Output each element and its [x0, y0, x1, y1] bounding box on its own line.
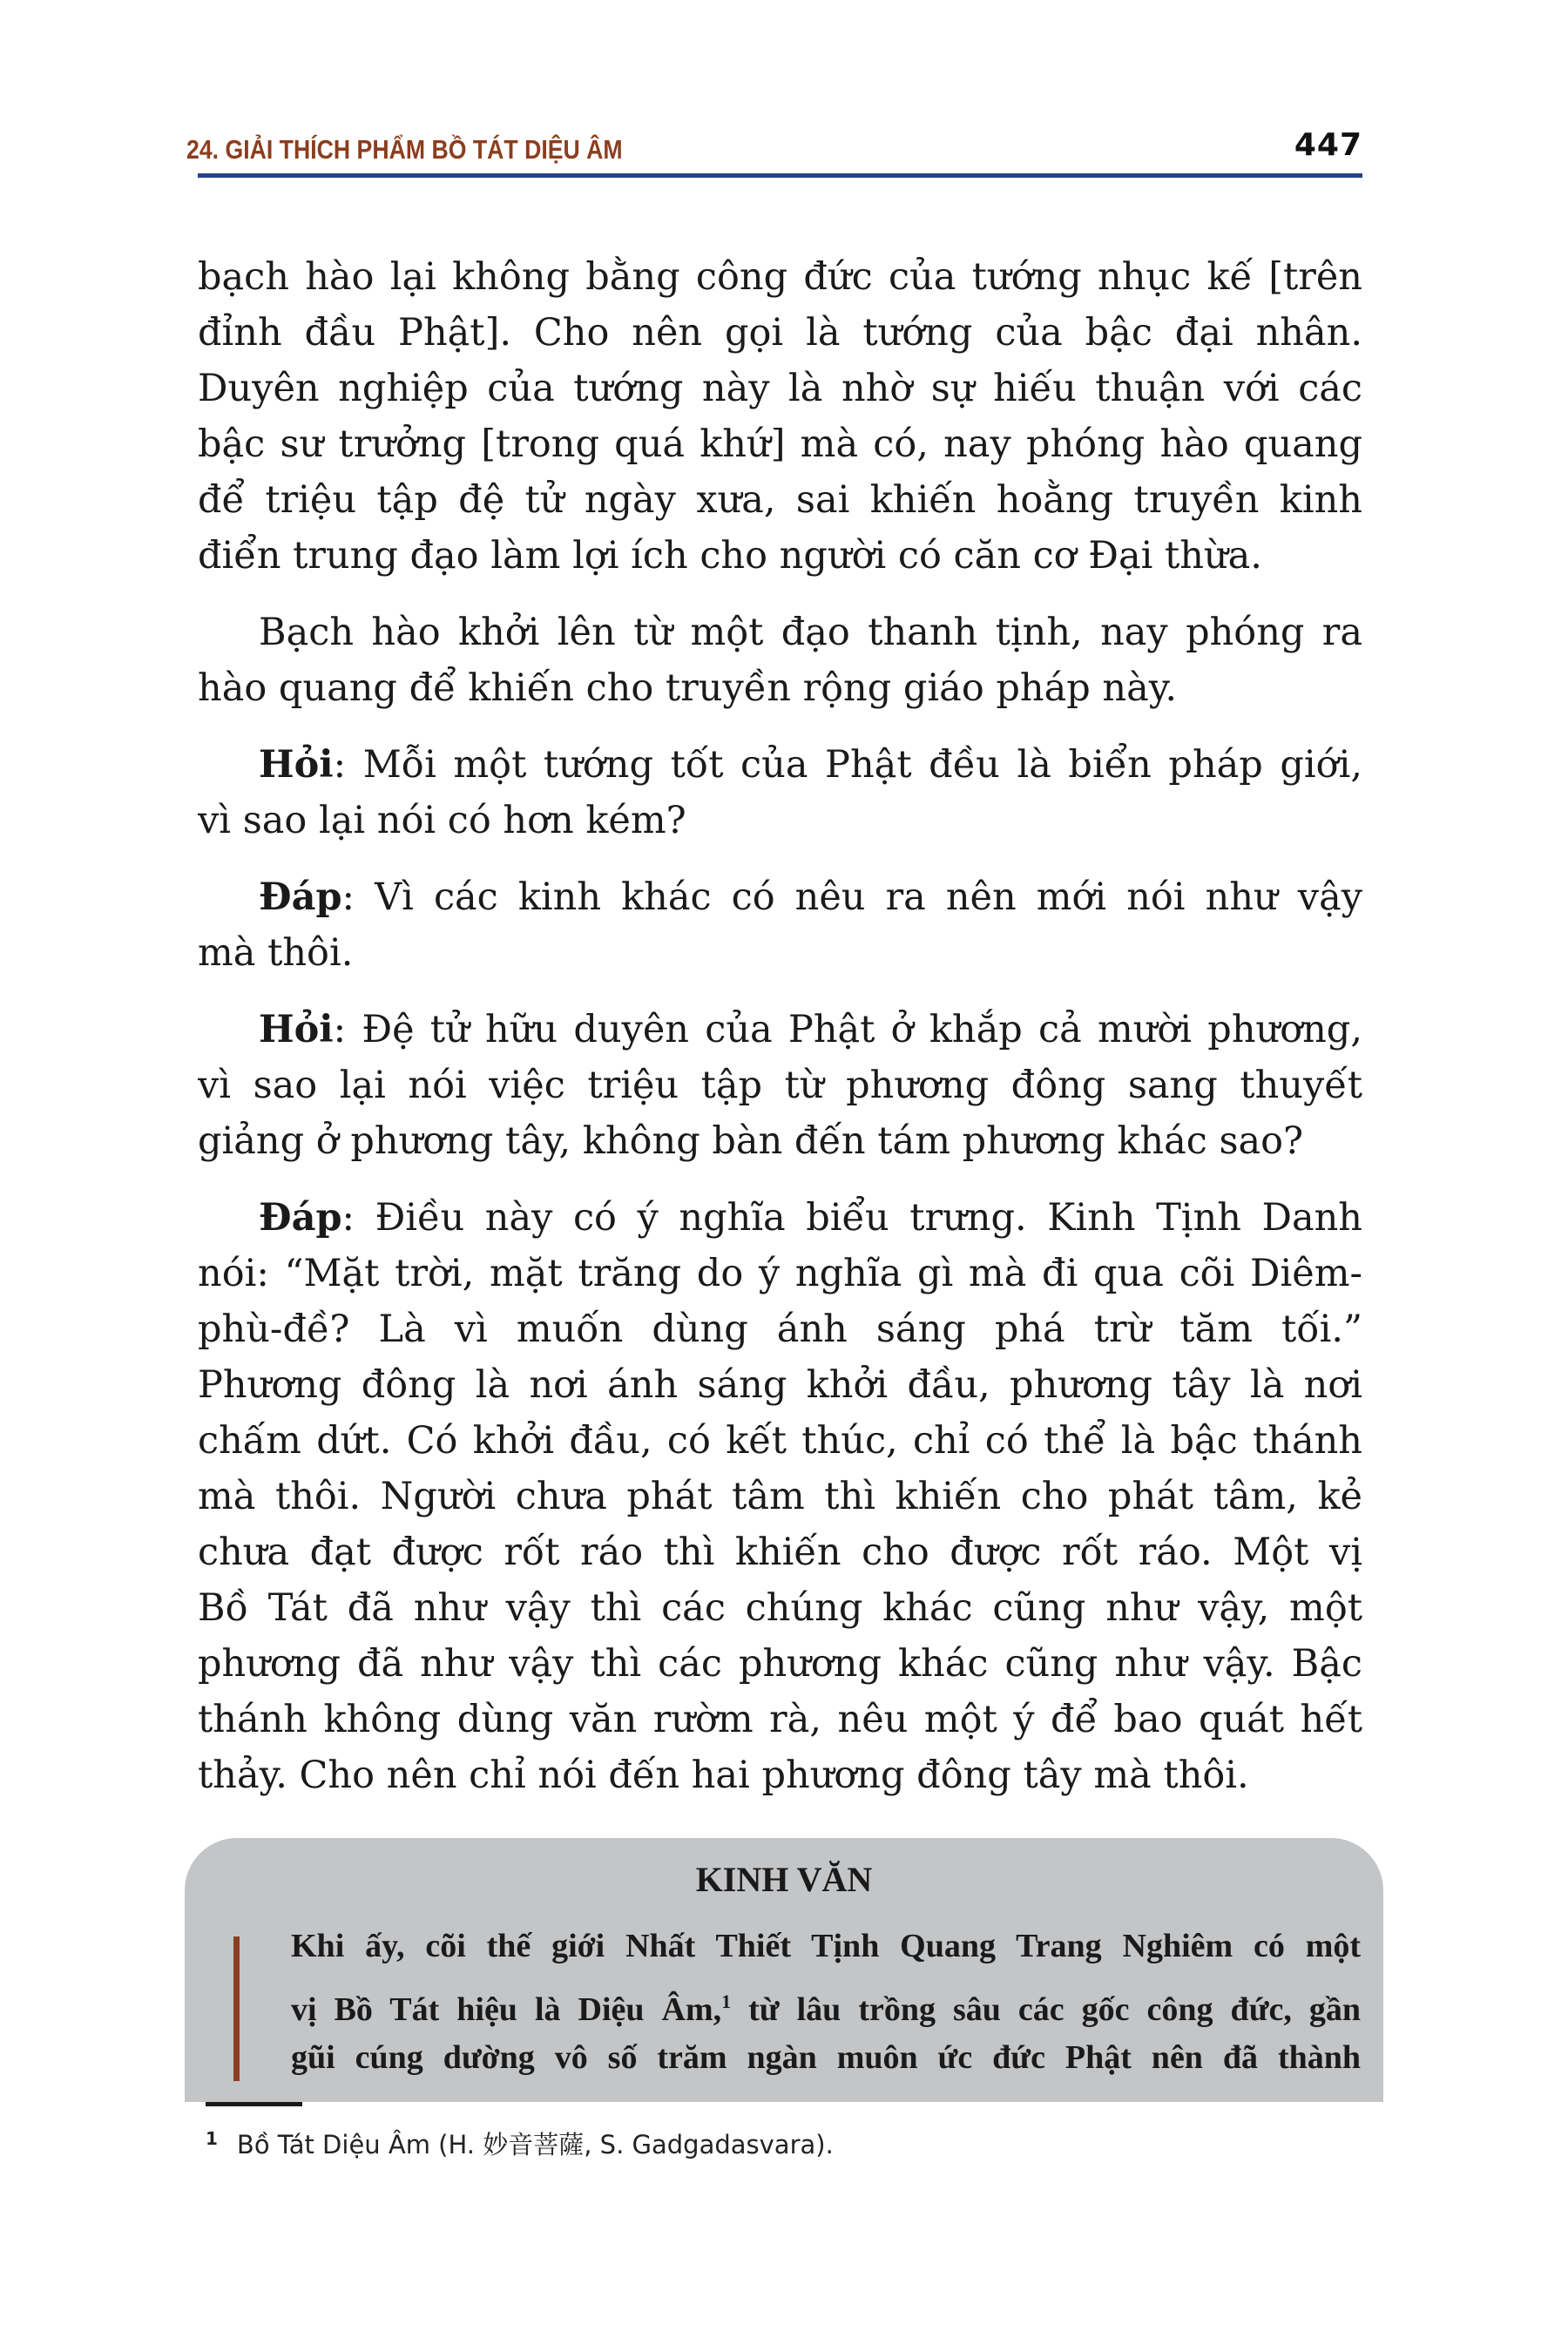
answer-label: Đáp: [259, 875, 342, 919]
text-line: phương đã như vậy thì các phương khác cũng như vậy. Bậc: [198, 1642, 1362, 1686]
text-line: gũi cúng dường vô số trăm ngàn muôn ức đức Phật nên đã thành: [291, 2039, 1361, 2076]
footnote-mark: 1: [206, 2128, 218, 2149]
text-line: Duyên nghiệp của tướng này là nhờ sự hiếu thuận với các: [198, 367, 1362, 410]
text-line: mà thôi. Người chưa phát tâm thì khiến cho phát tâm, kẻ: [198, 1475, 1362, 1518]
text-line: hào quang để khiến cho truyền rộng giáo pháp này.: [198, 666, 1178, 710]
text-line: Hỏi: Mỗi một tướng tốt của Phật đều là biển pháp giới,: [259, 743, 1362, 787]
footnote-text: Bồ Tát Diệu Âm (H. 妙音菩薩, S. Gadgadasvara).: [236, 2130, 834, 2159]
sutra-text: [291, 1918, 1361, 2085]
text-line: Phương đông là nơi ánh sáng khởi đầu, phương tây là nơi: [198, 1363, 1362, 1407]
answer-paragraph: [198, 869, 1362, 981]
text-line: chưa đạt được rốt ráo thì khiến cho được rốt ráo. Một vị: [198, 1531, 1362, 1574]
question-label: Hỏi: [259, 1008, 334, 1051]
question-label: Hỏi: [259, 743, 334, 787]
answer-paragraph: [198, 1190, 1362, 1803]
sutra-heading: KINH VĂN: [695, 1860, 873, 1899]
question-paragraph: [198, 737, 1362, 848]
text-line: bạch hào lại không bằng công đức của tướng nhục kế [trên: [198, 255, 1362, 299]
footnote: [206, 2126, 834, 2161]
text-line: vì sao lại nói có hơn kém?: [198, 799, 686, 842]
sutra-accent-bar: [233, 1936, 240, 2081]
text-line: mà thôi.: [198, 931, 354, 975]
footnote-rule: [206, 2102, 302, 2106]
text-line: Đáp: Vì các kinh khác có nêu ra nên mới nói như vậy: [259, 875, 1362, 919]
text-line: nói: “Mặt trời, mặt trăng do ý nghĩa gì mà đi qua cõi Diêm-: [198, 1252, 1362, 1295]
text-line: chấm dứt. Có khởi đầu, có kết thúc, chỉ có thể là bậc thánh: [198, 1419, 1362, 1463]
text-line: Bồ Tát đã như vậy thì các chúng khác cũng như vậy, một: [198, 1586, 1362, 1630]
text-line: vị Bồ Tát hiệu là Diệu Âm,$^1$ từ lâu trồng sâu các gốc công đức, gần: [291, 1990, 1361, 2028]
sutra-box: [185, 1838, 1383, 2102]
text-line: vì sao lại nói việc triệu tập từ phương đông sang thuyết: [198, 1064, 1362, 1107]
text-line: giảng ở phương tây, không bàn đến tám phương khác sao?: [198, 1119, 1304, 1163]
text-line: bậc sư trưởng [trong quá khứ] mà có, nay phóng hào quang: [198, 422, 1362, 466]
chapter-title: 24. GIẢI THÍCH PHẨM BỒ TÁT DIỆU ÂM: [186, 134, 623, 165]
text-line: để triệu tập đệ tử ngày xưa, sai khiến hoằng truyền kinh: [198, 478, 1362, 522]
text-line: đỉnh đầu Phật]. Cho nên gọi là tướng của bậc đại nhân.: [198, 311, 1362, 355]
text-line: Hỏi: Đệ tử hữu duyên của Phật ở khắp cả mười phương,: [259, 1008, 1362, 1051]
text-line: Bạch hào khởi lên từ một đạo thanh tịnh, nay phóng ra: [259, 611, 1362, 654]
body-text: [198, 249, 1362, 1803]
text-line: thảy. Cho nên chỉ nói đến hai phương đông tây mà thôi.: [198, 1754, 1249, 1797]
answer-label: Đáp: [259, 1196, 342, 1240]
text-line: thánh không dùng văn rườm rà, nêu một ý để bao quát hết: [198, 1698, 1362, 1741]
page-number: 447: [1294, 127, 1362, 163]
text-line: phù-đề? Là vì muốn dùng ánh sáng phá trừ tăm tối.”: [198, 1308, 1362, 1351]
question-paragraph: [198, 1002, 1362, 1169]
header-rule: [198, 173, 1362, 178]
text-line: Đáp: Điều này có ý nghĩa biểu trưng. Kinh Tịnh Danh: [259, 1196, 1362, 1240]
running-header: [186, 127, 1362, 174]
footnote-ref[interactable]: 1: [721, 1990, 732, 2012]
paragraph: [198, 249, 1362, 584]
text-line: Khi ấy, cõi thế giới Nhất Thiết Tịnh Quang Trang Nghiêm có một: [291, 1928, 1361, 1964]
paragraph: [198, 605, 1362, 716]
text-line: điển trung đạo làm lợi ích cho người có căn cơ Đại thừa.: [198, 534, 1262, 578]
